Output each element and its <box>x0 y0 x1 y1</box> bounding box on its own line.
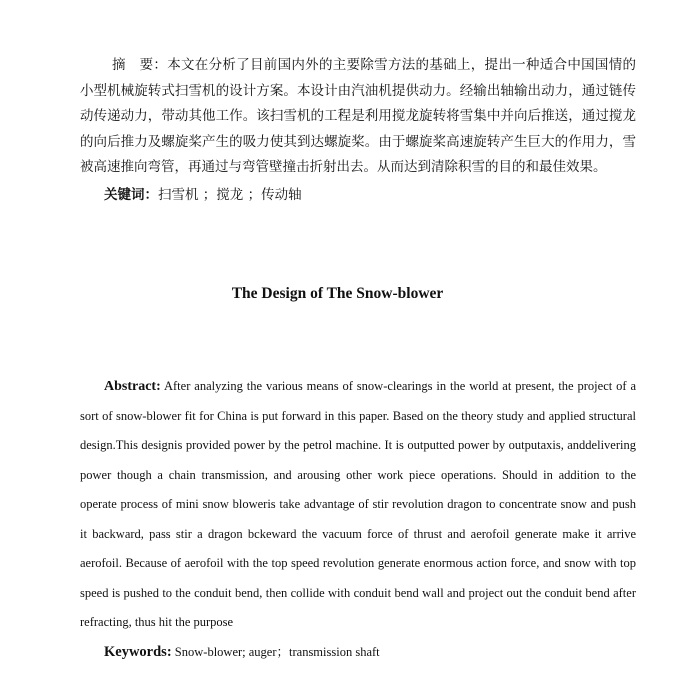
chinese-abstract-text: 本文在分析了目前国内外的主要除雪方法的基础上，提出一种适合中国国情的小型机械旋转式扫雪机的设计方案。本设计由汽油机提供动力。经输出轴输出动力，通过链传动传递动力，带动其他工作。该扫雪机的工程是利用搅龙旋转将雪集中并向后推送，通过搅龙的向后推力及螺旋桨产生的吸力使其到达螺旋桨。由于螺旋桨高速旋转产生巨大的作用力，雪被高速推向弯管，再通过与弯管壁撞击折射出去。从而达到清除积雪的目的和最佳效果。 <box>80 57 637 175</box>
chinese-abstract-paragraph <box>80 53 636 181</box>
english-abstract-paragraph <box>80 372 636 638</box>
chinese-keywords: 扫雪机 ；搅龙 ；传动轴 <box>158 186 302 203</box>
english-abstract-text: After analyzing the various means of snow-clearings in the world at present, the project of a sort of snow-blower fit for China is put forward in this paper. Based on the theory study and applied structural design.This designis provided power by the petrol machine. It is outputted power by outputaxis, anddelivering power though a chain transmission, and arousing other work piece operations. Should in addition to the operate process of mini snow bloweris take advantage of stir revolution dragon to concentrate snow and push it backward, pass stir a dragon bckeward the vacuum force of thrust and aerofoil generate make it arrive aerofoil. Because of aerofoil with the top speed revolution generate enormous action force, and snow with top speed is pushed to the conduit bend, then collide with conduit bend wall and project out the conduit bend after refracting, thus hit the purpose <box>80 379 636 629</box>
english-title: The Design of The Snow-blower <box>231 285 444 302</box>
chinese-abstract-section <box>80 53 636 208</box>
english-abstract-section <box>80 372 636 667</box>
english-abstract-label: Abstract: <box>104 379 161 394</box>
english-keywords-line <box>80 638 636 668</box>
chinese-keywords-line <box>80 183 636 209</box>
chinese-keywords-label: 关键词： <box>104 186 158 203</box>
english-keywords: Snow-blower; auger；transmission shaft <box>174 644 380 659</box>
english-keywords-label: Keywords: <box>104 643 172 660</box>
chinese-abstract-label: 摘 要： <box>112 57 168 73</box>
